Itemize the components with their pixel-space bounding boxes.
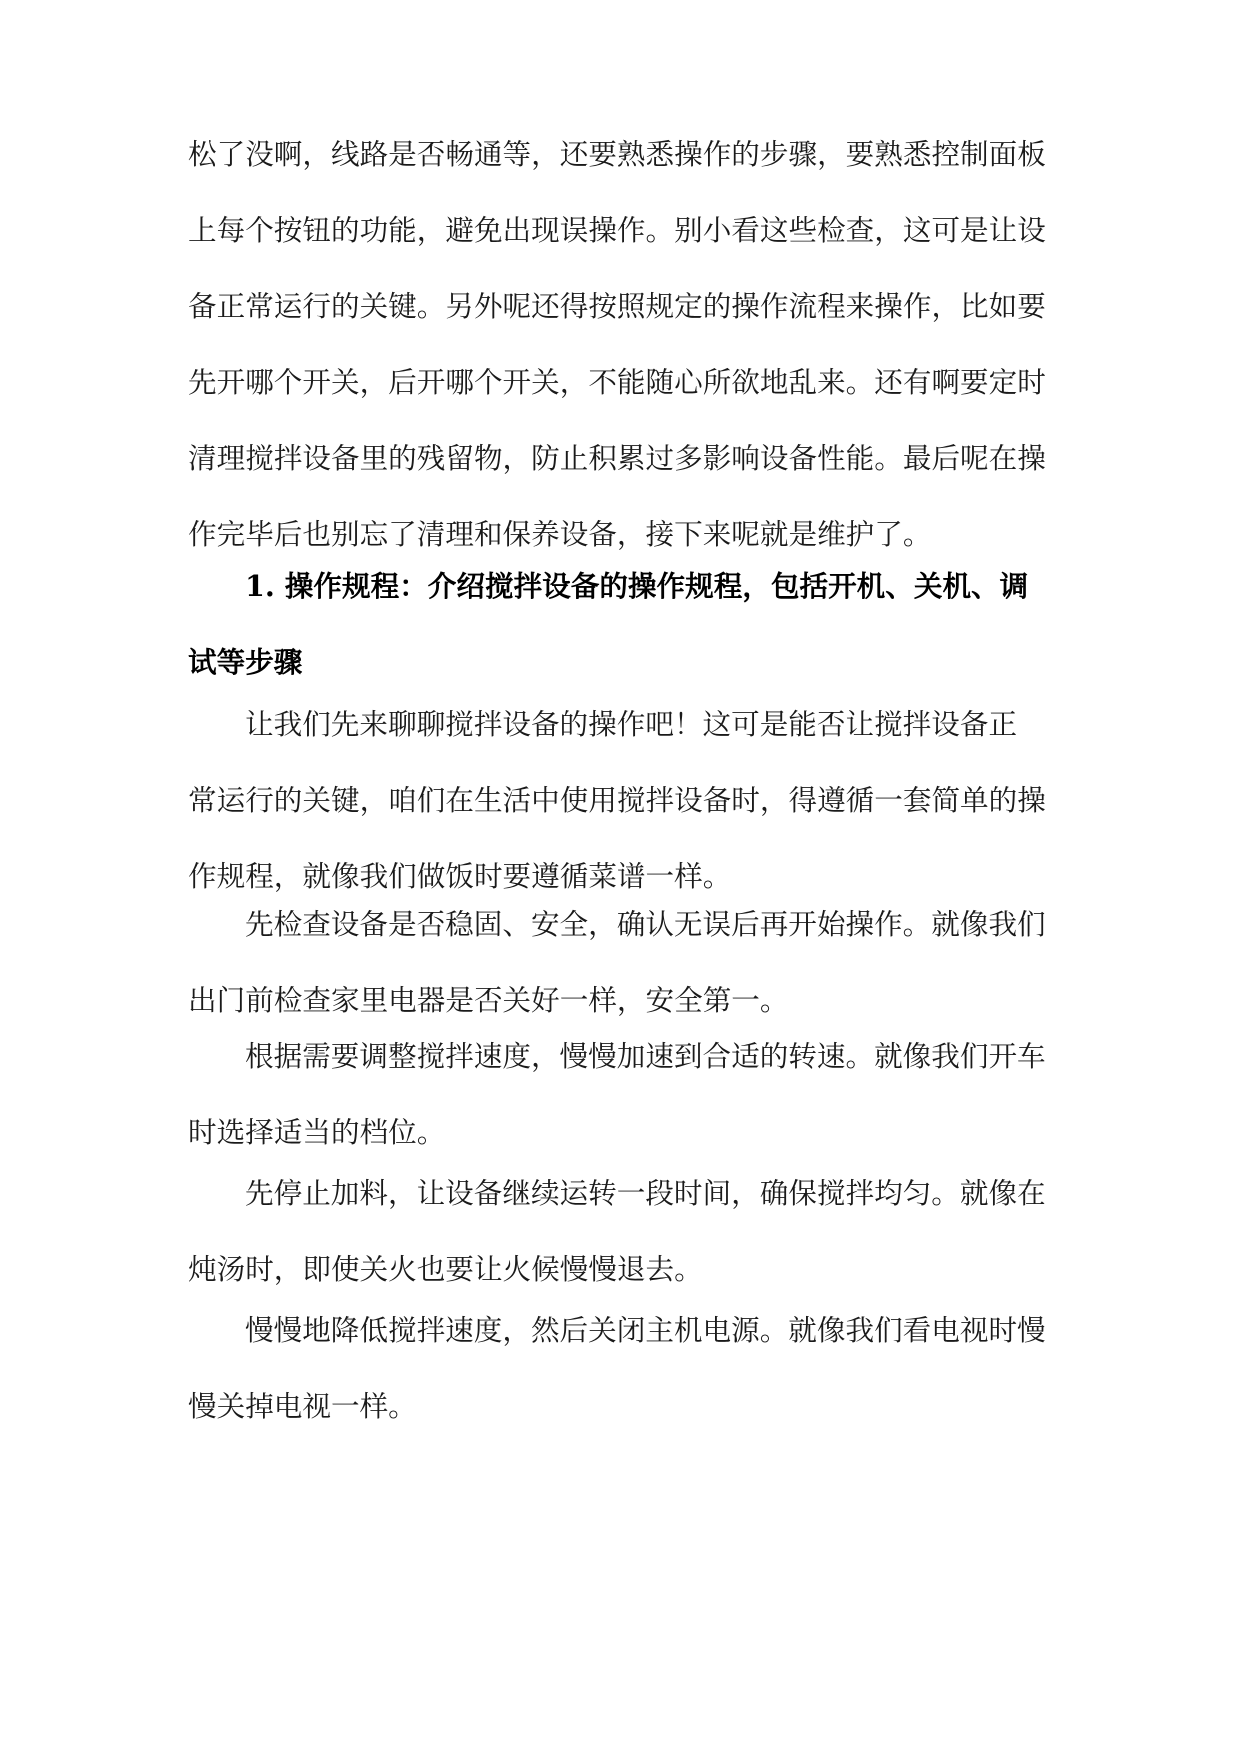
text-line: 松了没啊，线路是否畅通等，还要熟悉操作的步骤，要熟悉控制面板 bbox=[188, 137, 1046, 171]
continuation-paragraph bbox=[188, 116, 1058, 572]
section-heading bbox=[188, 548, 1058, 700]
text-line: 先停止加料，让设备继续运转一段时间，确保搅拌均匀。就像在 bbox=[245, 1176, 1046, 1210]
heading-line: 试等步骤 bbox=[188, 645, 303, 679]
paragraph-intro bbox=[188, 686, 1058, 914]
paragraph-stop-feeding bbox=[188, 1155, 1058, 1307]
text-line: 作规程，就像我们做饭时要遵循菜谱一样。 bbox=[188, 859, 732, 893]
text-line: 让我们先来聊聊搅拌设备的操作吧！这可是能否让搅拌设备正 bbox=[245, 707, 1018, 741]
text-line: 时选择适当的档位。 bbox=[188, 1115, 446, 1149]
text-line: 备正常运行的关键。另外呢还得按照规定的操作流程来操作，比如要 bbox=[188, 289, 1046, 323]
text-line: 慢关掉电视一样。 bbox=[188, 1389, 417, 1423]
text-line: 出门前检查家里电器是否关好一样，安全第一。 bbox=[188, 983, 789, 1017]
text-line: 先检查设备是否稳固、安全，确认无误后再开始操作。就像我们 bbox=[245, 907, 1046, 941]
paragraph-shutdown bbox=[188, 1292, 1058, 1444]
text-line: 根据需要调整搅拌速度，慢慢加速到合适的转速。就像我们开车 bbox=[245, 1039, 1046, 1073]
text-line: 作完毕后也别忘了清理和保养设备，接下来呢就是维护了。 bbox=[188, 517, 932, 551]
text-line: 上每个按钮的功能，避免出现误操作。别小看这些检查，这可是让设 bbox=[188, 213, 1046, 247]
text-line: 常运行的关键，咱们在生活中使用搅拌设备时，得遵循一套简单的操 bbox=[188, 783, 1046, 817]
text-line: 先开哪个开关，后开哪个开关，不能随心所欲地乱来。还有啊要定时 bbox=[188, 365, 1046, 399]
text-line: 清理搅拌设备里的残留物，防止积累过多影响设备性能。最后呢在操 bbox=[188, 441, 1046, 475]
paragraph-speed-adjust bbox=[188, 1018, 1058, 1170]
text-line: 炖汤时，即使关火也要让火候慢慢退去。 bbox=[188, 1252, 703, 1286]
paragraph-startup-check bbox=[188, 886, 1058, 1038]
text-line: 慢慢地降低搅拌速度，然后关闭主机电源。就像我们看电视时慢 bbox=[245, 1313, 1046, 1347]
heading-line: 1. 操作规程：介绍搅拌设备的操作规程，包括开机、关机、调 bbox=[245, 569, 1029, 603]
